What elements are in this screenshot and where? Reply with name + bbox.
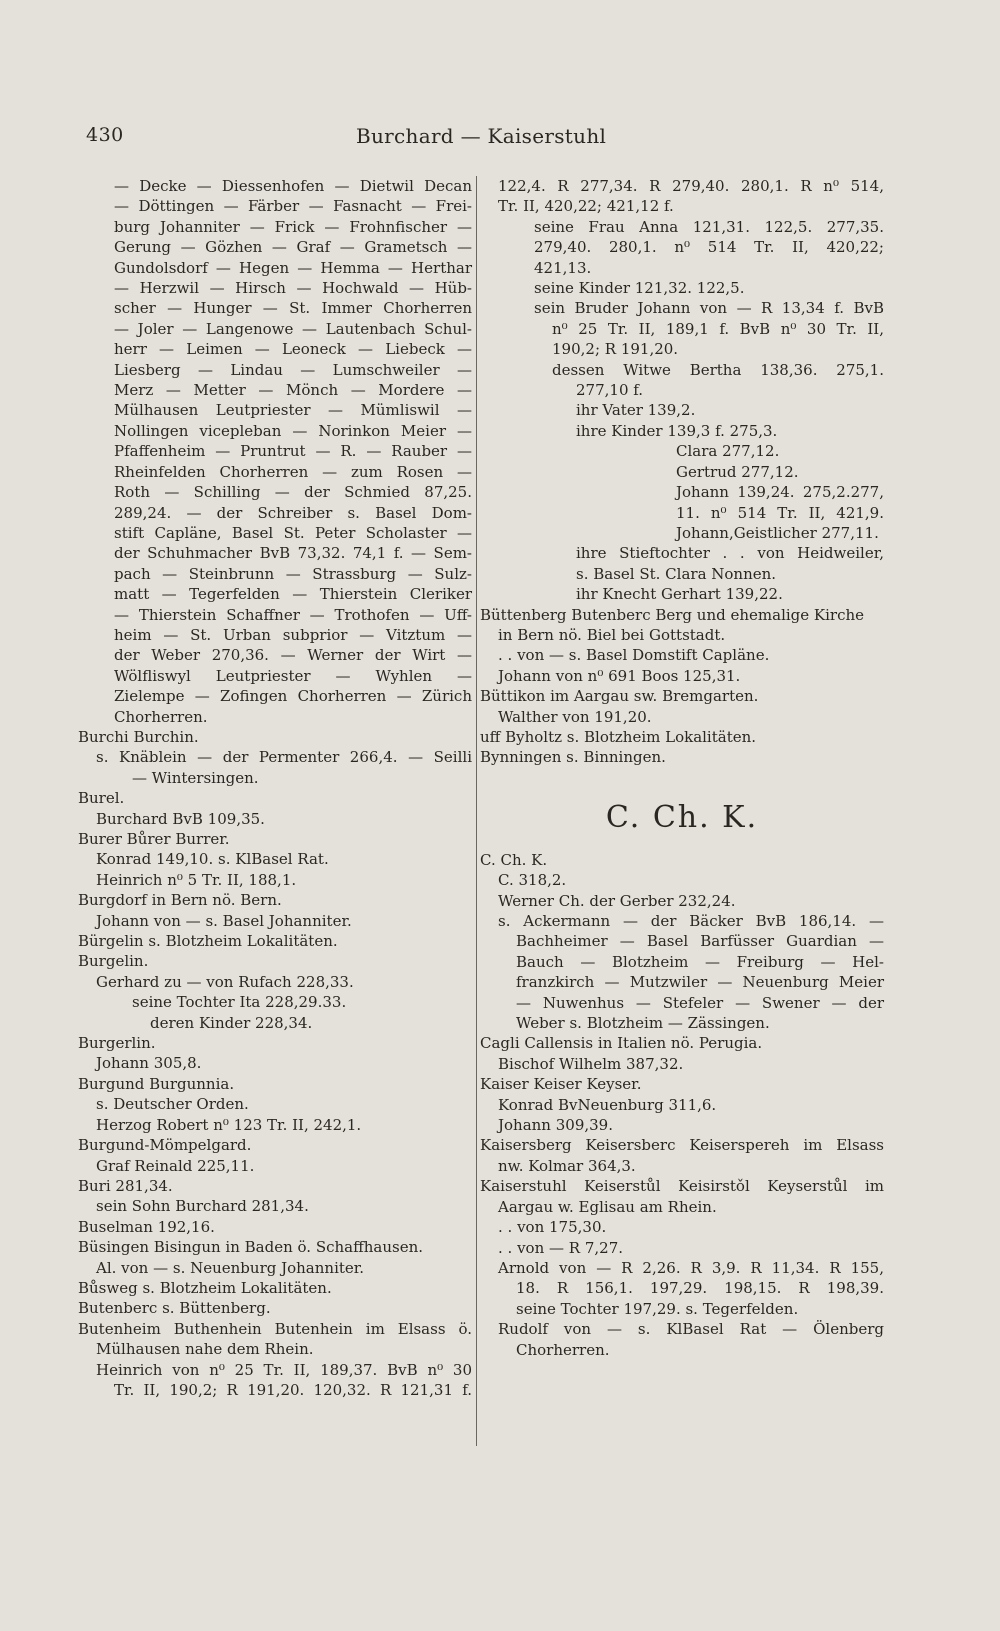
index-line: pach — Steinbrunn — Strassburg — Sulz-	[114, 564, 472, 583]
index-line: n⁰ 25 Tr. II, 189,1 f. BvB n⁰ 30 Tr. II,	[552, 319, 884, 338]
index-line: Roth — Schilling — der Schmied 87,25.	[114, 483, 472, 502]
index-line: stift Capläne, Basel St. Peter Scholaster —	[114, 523, 472, 542]
index-line: Burgdorf in Bern nö. Bern.	[78, 891, 282, 910]
section-heading: C. Ch. K.	[605, 799, 759, 835]
column-divider	[476, 176, 477, 1446]
index-line: herr — Leimen — Leoneck — Liebeck —	[114, 340, 472, 359]
index-line: Heinrich von n⁰ 25 Tr. II, 189,37. BvB n⁰ 30	[96, 1360, 472, 1379]
index-line: Buri 281,34.	[78, 1176, 173, 1195]
index-line: franzkirch — Mutzwiler — Neuenburg Meier	[516, 973, 884, 992]
index-line: s. Knäblein — der Permenter 266,4. — Seilli	[96, 748, 472, 767]
index-line: Herzog Robert n⁰ 123 Tr. II, 242,1.	[96, 1115, 362, 1134]
index-line: seine Tochter Ita 228,29.33.	[132, 993, 347, 1012]
left-column	[78, 176, 472, 1400]
index-line: s. Basel St. Clara Nonnen.	[576, 564, 777, 583]
index-line: Johann von n⁰ 691 Boos 125,31.	[498, 666, 741, 685]
index-line: Johann 305,8.	[96, 1054, 202, 1073]
index-line: heim — St. Urban subprior — Vitztum —	[114, 625, 472, 644]
index-line: Burchard BvB 109,35.	[96, 809, 265, 828]
index-line: 421,13.	[534, 258, 592, 277]
index-line: Weber s. Blotzheim — Zässingen.	[516, 1014, 770, 1033]
index-line: — Decke — Diessenhofen — Dietwil Decan	[114, 177, 472, 195]
index-line: — Joler — Langenowe — Lautenbach Schul-	[114, 319, 472, 338]
index-line: Johann 139,24. 275,2.277,	[676, 483, 884, 502]
index-line: Burgund-Mömpelgard.	[78, 1136, 252, 1155]
index-line: Burel.	[78, 789, 125, 808]
index-line: Chorherren.	[516, 1340, 610, 1359]
index-line: Butenberc s. Büttenberg.	[78, 1299, 271, 1318]
index-line: Johann,Geistlicher 277,11.	[676, 523, 879, 542]
index-line: Bischof Wilhelm 387,32.	[498, 1054, 684, 1073]
index-line: s. Deutscher Orden.	[96, 1095, 249, 1114]
index-line: Heinrich n⁰ 5 Tr. II, 188,1.	[96, 870, 297, 889]
index-line: Johann von — s. Basel Johanniter.	[96, 911, 352, 930]
index-line: Tr. II, 190,2; R 191,20. 120,32. R 121,31 f.	[114, 1380, 472, 1399]
index-line: Tr. II, 420,22; 421,12 f.	[498, 197, 674, 216]
index-line: Gerung — Gözhen — Graf — Grametsch —	[114, 238, 472, 257]
index-line: Büsingen Bisingun in Baden ö. Schaffhausen.	[78, 1238, 424, 1257]
index-line: Clara 277,12.	[676, 442, 780, 461]
index-line: Buselman 192,16.	[78, 1217, 215, 1236]
index-line: . . von — R 7,27.	[498, 1238, 624, 1257]
index-line: seine Tochter 197,29. s. Tegerfelden.	[516, 1299, 799, 1318]
index-line: Graf Reinald 225,11.	[96, 1156, 255, 1175]
index-line: sein Sohn Burchard 281,34.	[96, 1197, 309, 1216]
index-line: — Wintersingen.	[132, 768, 259, 787]
index-line: 122,4. R 277,34. R 279,40. 280,1. R n⁰ 514,	[498, 177, 884, 195]
index-line: seine Frau Anna 121,31. 122,5. 277,35.	[534, 217, 884, 236]
index-line: Cagli Callensis in Italien nö. Perugia.	[480, 1034, 763, 1053]
index-line: ihr Knecht Gerhart 139,22.	[576, 585, 783, 604]
index-line: . . von 175,30.	[498, 1218, 607, 1237]
index-line: Bynningen s. Binningen.	[480, 748, 666, 767]
index-line: 289,24. — der Schreiber s. Basel Dom-	[114, 503, 472, 522]
index-line: Gundolsdorf — Hegen — Hemma — Herthar	[114, 258, 472, 277]
index-line: Mülhausen Leutpriester — Mümliswil —	[114, 401, 472, 420]
index-line: Burgerlin.	[78, 1034, 156, 1053]
index-line: ihr Vater 139,2.	[576, 401, 696, 420]
index-line: Al. von — s. Neuenburg Johanniter.	[96, 1258, 365, 1277]
index-line: Gerhard zu — von Rufach 228,33.	[96, 972, 354, 991]
index-line: 279,40. 280,1. n⁰ 514 Tr. II, 420,22;	[534, 238, 884, 257]
index-line: Nollingen vicepleban — Norinkon Meier —	[114, 421, 472, 440]
index-line: Burgund Burgunnia.	[78, 1074, 235, 1093]
index-line: Burgelin.	[78, 952, 149, 971]
index-line: ihre Stieftochter . . von Heidweiler,	[576, 544, 884, 563]
index-line: Werner Ch. der Gerber 232,24.	[498, 891, 736, 910]
index-line: Bůsweg s. Blotzheim Lokalitäten.	[78, 1278, 332, 1297]
index-line: Johann 309,39.	[498, 1116, 613, 1135]
index-line: Bauch — Blotzheim — Freiburg — Hel-	[516, 952, 884, 971]
index-line: der Weber 270,36. — Werner der Wirt —	[114, 646, 472, 665]
index-line: Wölfliswyl Leutpriester — Wyhlen —	[114, 666, 472, 685]
index-line: s. Ackermann — der Bäcker BvB 186,14. —	[498, 912, 884, 930]
index-line: sein Bruder Johann von — R 13,34 f. BvB	[534, 299, 884, 318]
index-line: 11. n⁰ 514 Tr. II, 421,9.	[676, 503, 884, 522]
index-line: — Herzwil — Hirsch — Hochwald — Hüb-	[114, 279, 472, 298]
index-line: Pfaffenheim — Pruntrut — R. — Rauber —	[114, 442, 472, 461]
index-line: Büttenberg Butenberc Berg und ehemalige Kirche	[480, 605, 865, 624]
index-line: Konrad BvNeuenburg 311,6.	[498, 1095, 717, 1114]
right-column	[480, 176, 884, 1360]
index-line: in Bern nö. Biel bei Gottstadt.	[498, 625, 726, 644]
index-line: Aargau w. Eglisau am Rhein.	[498, 1197, 717, 1216]
index-line: 190,2; R 191,20.	[552, 340, 679, 359]
index-line: scher — Hunger — St. Immer Chorherren	[114, 299, 472, 318]
page-number: 430	[86, 124, 124, 146]
index-line: Butenheim Buthenhein Butenhein im Elsass ö.	[78, 1319, 472, 1338]
index-line: C. Ch. K.	[480, 850, 548, 869]
index-line: Walther von 191,20.	[498, 707, 652, 726]
index-line: matt — Tegerfelden — Thierstein Cleriker	[114, 585, 472, 604]
index-line: burg Johanniter — Frick — Frohnfischer —	[114, 217, 472, 236]
index-line: Burchi Burchin.	[78, 727, 199, 746]
index-line: — Nuwenhus — Stefeler — Swener — der	[516, 993, 884, 1012]
index-line: Liesberg — Lindau — Lumschweiler —	[114, 360, 472, 379]
running-title: Burchard — Kaiserstuhl	[356, 124, 607, 148]
index-line: Arnold von — R 2,26. R 3,9. R 11,34. R 155,	[498, 1258, 884, 1277]
index-line: deren Kinder 228,34.	[150, 1013, 313, 1032]
index-line: Kaiserstuhl Keiserstůl Keisirstǒl Keyserstůl im	[480, 1177, 884, 1196]
index-line: Mülhausen nahe dem Rhein.	[96, 1340, 314, 1359]
index-line: Rheinfelden Chorherren — zum Rosen —	[114, 462, 472, 481]
index-line: Burer Bůrer Burrer.	[78, 830, 230, 848]
index-line: Konrad 149,10. s. KlBasel Rat.	[96, 850, 329, 869]
index-line: Zielempe — Zofingen Chorherren — Zürich	[114, 687, 472, 706]
index-line: Büttikon im Aargau sw. Bremgarten.	[480, 687, 759, 706]
index-line: Gertrud 277,12.	[676, 462, 799, 481]
index-line: Kaisersberg Keisersberc Keiserspereh im Elsass	[480, 1136, 884, 1155]
index-line: C. 318,2.	[498, 871, 567, 890]
index-line: seine Kinder 121,32. 122,5.	[534, 279, 745, 298]
index-line: uff Byholtz s. Blotzheim Lokalitäten.	[480, 727, 757, 746]
index-line: 18. R 156,1. 197,29. 198,15. R 198,39.	[516, 1279, 884, 1298]
index-line: nw. Kolmar 364,3.	[498, 1156, 636, 1175]
index-line: — Döttingen — Färber — Fasnacht — Frei-	[114, 197, 472, 216]
index-line: Bürgelin s. Blotzheim Lokalitäten.	[78, 932, 338, 951]
index-line: . . von — s. Basel Domstift Capläne.	[498, 646, 770, 665]
index-line: der Schuhmacher BvB 73,32. 74,1 f. — Sem-	[114, 544, 472, 563]
index-line: dessen Witwe Bertha 138,36. 275,1.	[552, 360, 884, 379]
index-line: Rudolf von — s. KlBasel Rat — Ölenberg	[498, 1320, 884, 1339]
right-column-bottom	[480, 850, 884, 1360]
index-line: ihre Kinder 139,3 f. 275,3.	[576, 421, 778, 440]
index-line: Kaiser Keiser Keyser.	[480, 1075, 642, 1094]
index-line: 277,10 f.	[576, 381, 644, 400]
index-line: Merz — Metter — Mönch — Mordere —	[114, 381, 472, 400]
index-line: Chorherren.	[114, 707, 208, 726]
right-column-top	[480, 176, 884, 768]
index-line: Bachheimer — Basel Barfüsser Guardian —	[516, 932, 884, 951]
index-line: — Thierstein Schaffner — Trothofen — Uff-	[114, 605, 472, 624]
